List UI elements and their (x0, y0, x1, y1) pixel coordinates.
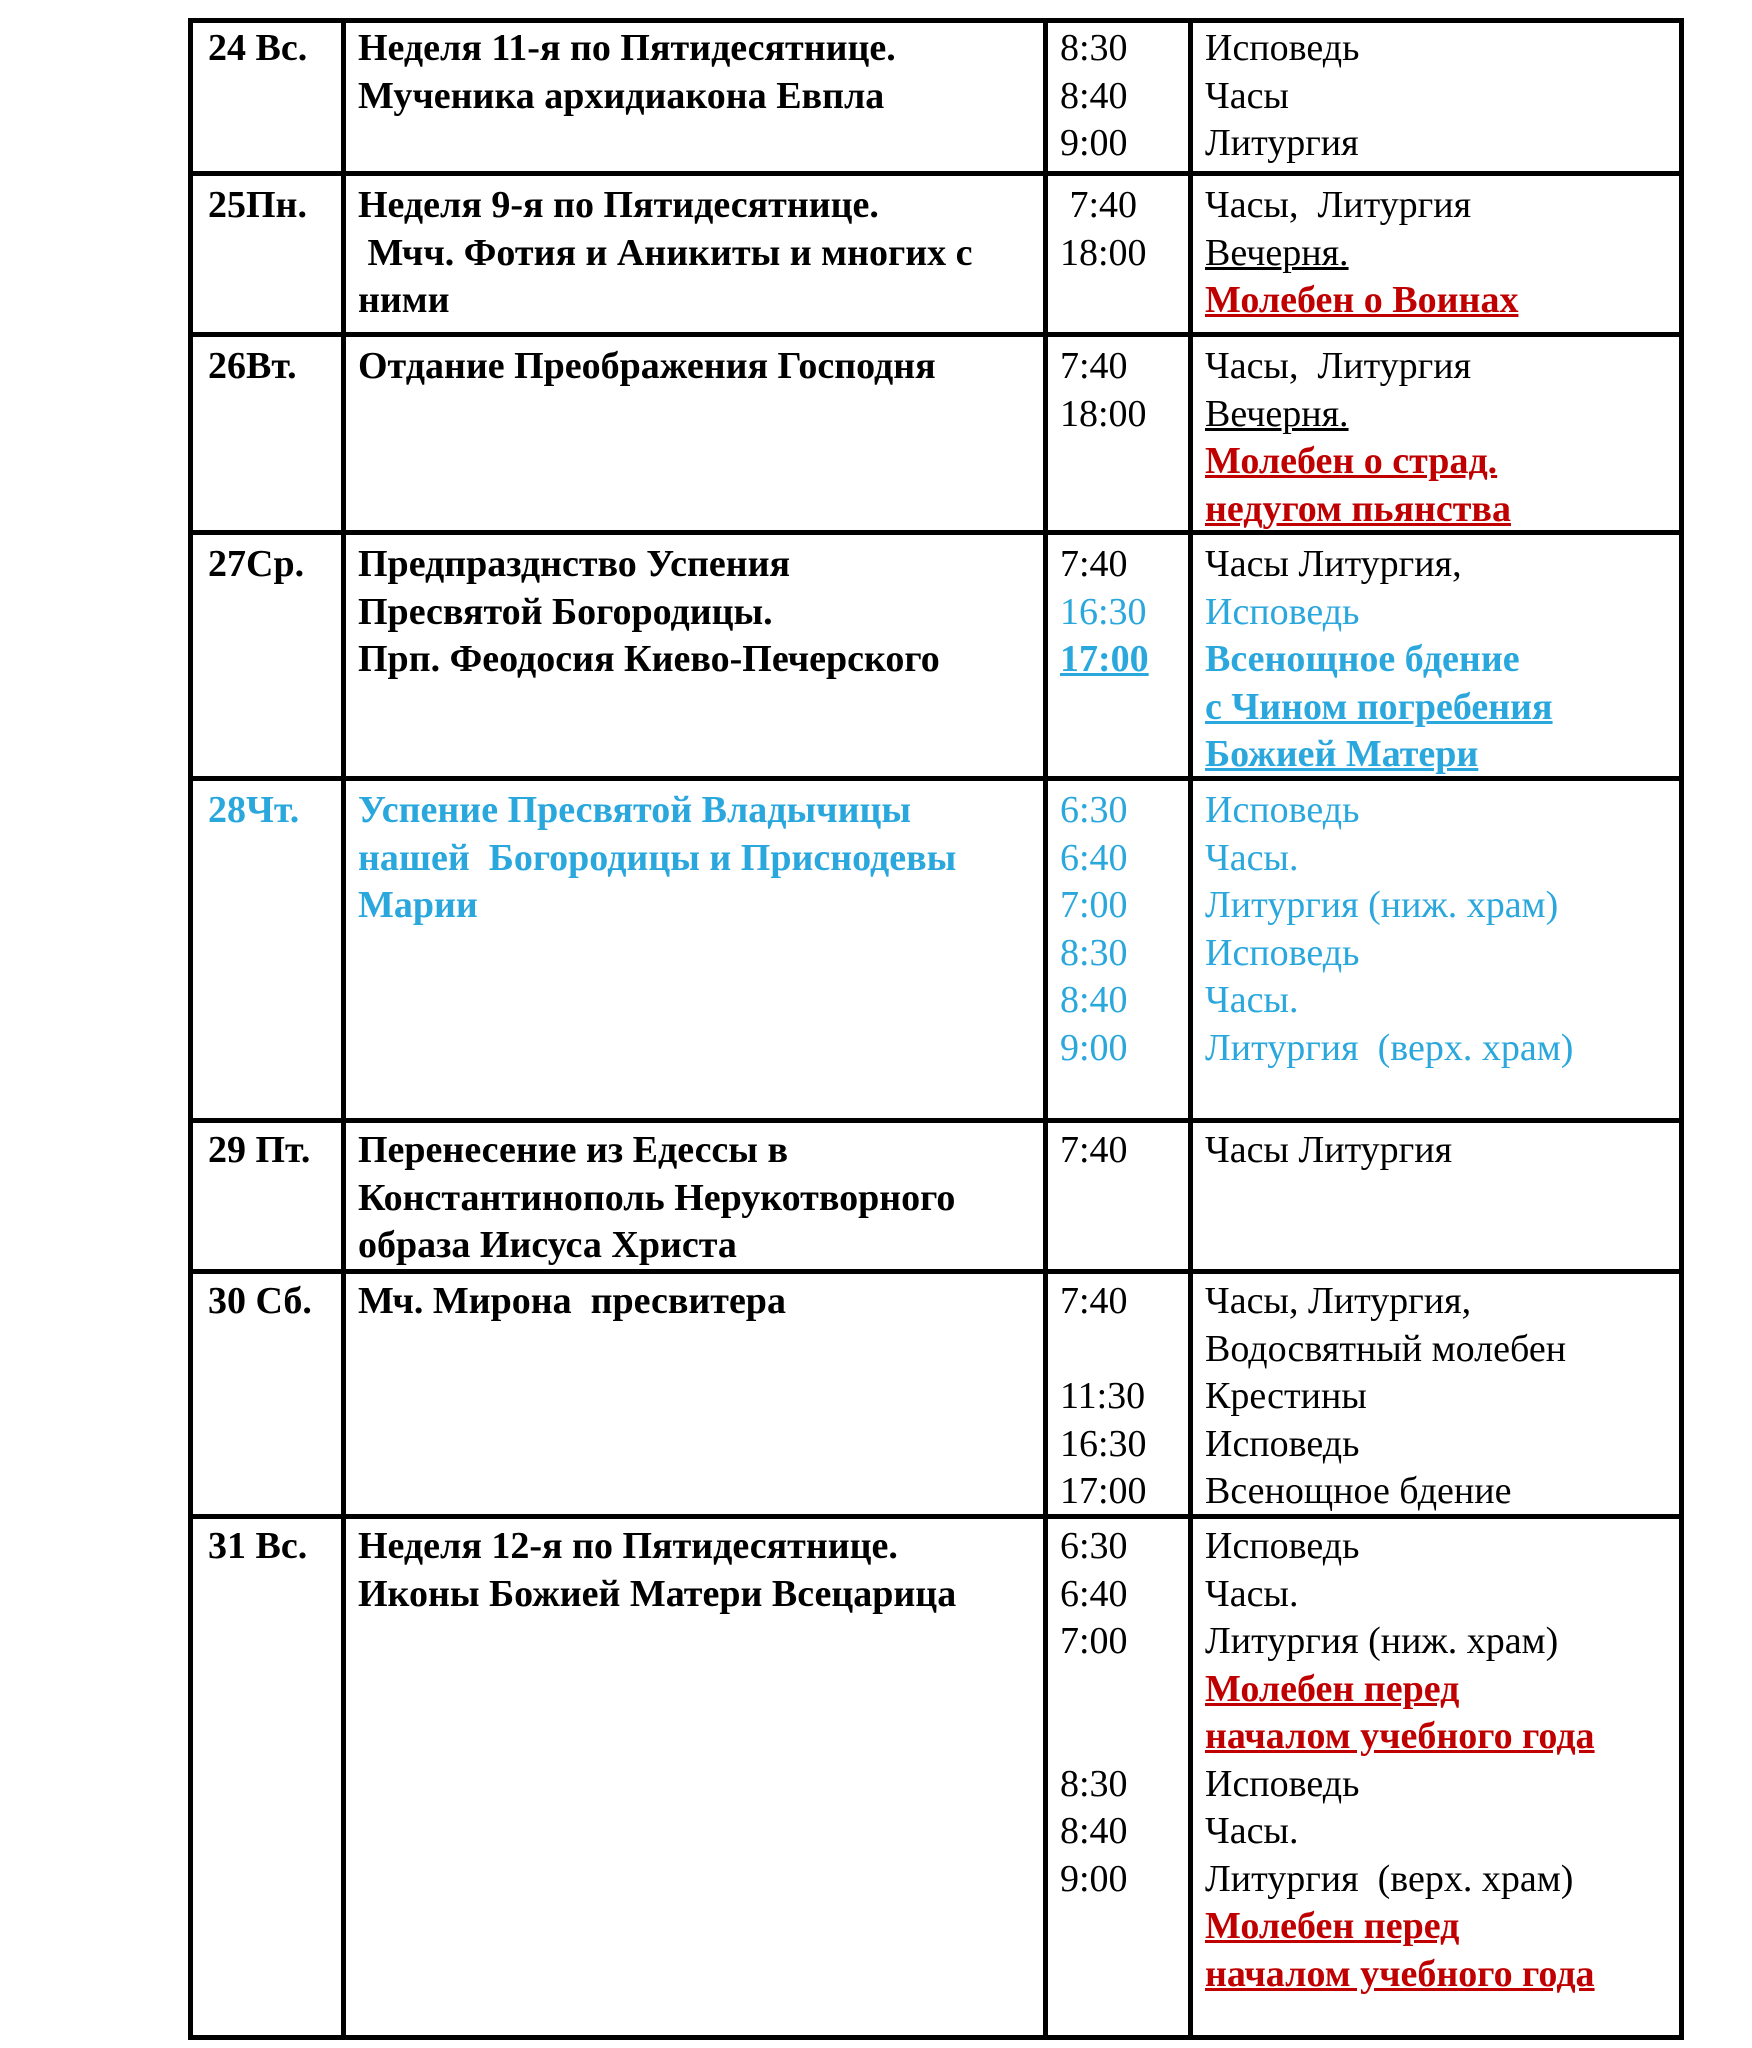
service-name: Исповедь (1205, 1762, 1360, 1805)
service-name-highlight: Молебен о страд. (1205, 440, 1498, 482)
service-name-highlight: Молебен перед (1205, 1905, 1460, 1947)
date-label: 28Чт. (208, 789, 300, 831)
service-name: Литургия (верх. храм) (1205, 1026, 1574, 1069)
time-value: 8:30 (1060, 931, 1128, 974)
table-row (193, 176, 1679, 337)
service-name: Часы, Литургия, (1205, 1280, 1472, 1322)
date-cell (193, 535, 343, 776)
time-value: 11:30 (1060, 1375, 1146, 1417)
date-cell (193, 781, 343, 1118)
service-name: Исповедь (1205, 789, 1360, 831)
title-line: Пресвятой Богородицы. (358, 590, 773, 633)
time-cell (1045, 337, 1190, 530)
time-value: 8:30 (1060, 1762, 1128, 1805)
title-line: Мчч. Фотия и Аникиты и многих с (358, 231, 973, 274)
title-line: Неделя 12-я по Пятидесятнице. (358, 1525, 898, 1567)
date-label: 30 Сб. (208, 1280, 312, 1322)
service-name-highlight: Молебен перед (1205, 1667, 1460, 1710)
time-value: 8:40 (1060, 74, 1128, 117)
service-name: Литургия (1205, 122, 1359, 164)
table-row (193, 337, 1679, 535)
time-value: 18:00 (1060, 231, 1147, 274)
time-value (1060, 1666, 1190, 1714)
time-cell (1045, 1123, 1190, 1269)
service-name: Часы Литургия, (1205, 543, 1462, 585)
feast-title (343, 1274, 1045, 1514)
service-name: Исповедь (1205, 590, 1360, 633)
service-name: Литургия (ниж. храм) (1205, 1620, 1559, 1662)
service-name: Часы, Литургия (1205, 345, 1472, 387)
time-value: 9:00 (1060, 122, 1128, 164)
time-value: 17:00 (1060, 1470, 1147, 1512)
time-value: 8:40 (1060, 1810, 1128, 1852)
service-cell (1190, 535, 1679, 776)
time-value: 7:40 (1060, 184, 1138, 226)
time-cell (1045, 1519, 1190, 2035)
column-divider (1188, 23, 1193, 2035)
feast-title (343, 176, 1045, 332)
title-line: образа Иисуса Христа (358, 1224, 737, 1266)
time-cell (1045, 176, 1190, 332)
time-value: 7:40 (1060, 1129, 1128, 1171)
date-label: 27Ср. (208, 543, 305, 585)
date-cell (193, 176, 343, 332)
service-cell (1190, 1123, 1679, 1269)
date-label: 31 Вс. (208, 1525, 308, 1567)
title-line: Константинополь Нерукотворного (358, 1176, 956, 1219)
title-line: Прп. Феодосия Киево-Печерского (358, 638, 940, 680)
date-cell (193, 1123, 343, 1269)
time-value: 6:40 (1060, 836, 1128, 879)
time-value: 16:30 (1060, 590, 1147, 633)
date-label: 26Вт. (208, 345, 297, 387)
time-value: 18:00 (1060, 392, 1147, 435)
time-value: 6:30 (1060, 789, 1128, 831)
date-label: 29 Пт. (208, 1129, 311, 1171)
title-line: Предпразднство Успения (358, 543, 791, 585)
service-name: Часы. (1205, 836, 1299, 879)
time-value: 8:40 (1060, 979, 1128, 1021)
service-name: Исповедь (1205, 931, 1360, 974)
time-value: 7:00 (1060, 884, 1128, 926)
service-name: Исповедь (1205, 1525, 1360, 1567)
title-line: Иконы Божией Матери Всецарица (358, 1572, 957, 1615)
date-cell (193, 23, 343, 171)
date-cell (193, 1519, 343, 2035)
date-cell (193, 337, 343, 530)
time-value: 16:30 (1060, 1422, 1147, 1465)
time-value (1060, 1326, 1190, 1374)
service-name: Часы. (1205, 979, 1299, 1021)
time-value (1060, 1713, 1190, 1761)
title-line: нашей Богородицы и Приснодевы (358, 836, 957, 879)
date-label: 25Пн. (208, 184, 307, 226)
feast-title (343, 535, 1045, 776)
time-value: 6:30 (1060, 1525, 1128, 1567)
service-name-highlight: Всенощное бдение (1205, 638, 1520, 680)
time-value: 9:00 (1060, 1026, 1128, 1069)
time-cell (1045, 781, 1190, 1118)
service-name: Водосвятный молебен (1205, 1327, 1567, 1370)
service-name-highlight: с Чином погребения (1205, 685, 1553, 728)
title-line: Неделя 11-я по Пятидесятнице. (358, 27, 896, 69)
service-name: Часы. (1205, 1810, 1299, 1852)
table-row (193, 1519, 1679, 2035)
schedule-table (188, 18, 1684, 2040)
time-value: 7:40 (1060, 345, 1128, 387)
service-cell (1190, 176, 1679, 332)
service-name-highlight: началом учебного года (1205, 1952, 1595, 1995)
title-line: Мученика архидиакона Евпла (358, 74, 885, 117)
service-name: Вечерня. (1205, 392, 1349, 435)
service-cell (1190, 23, 1679, 171)
title-line: Перенесение из Едессы в (358, 1129, 788, 1171)
feast-title (343, 1519, 1045, 2035)
service-cell (1190, 781, 1679, 1118)
service-name: Часы Литургия (1205, 1129, 1453, 1171)
service-name-highlight: Божией Матери (1205, 733, 1479, 775)
time-cell (1045, 1274, 1190, 1514)
title-line: Марии (358, 884, 478, 926)
table-row (193, 23, 1679, 176)
date-label: 24 Вс. (208, 27, 308, 69)
title-line: Успение Пресвятой Владычицы (358, 789, 912, 831)
service-name-highlight: недугом пьянства (1205, 487, 1511, 530)
service-cell (1190, 1519, 1679, 2035)
service-name: Вечерня. (1205, 231, 1349, 274)
service-name: Часы, Литургия (1205, 184, 1472, 226)
service-name-highlight: Молебен о Воинах (1205, 279, 1519, 321)
table-row (193, 781, 1679, 1123)
service-cell (1190, 1274, 1679, 1514)
table-row (193, 535, 1679, 781)
time-value: 9:00 (1060, 1857, 1128, 1900)
service-name: Исповедь (1205, 1422, 1360, 1465)
time-cell (1045, 23, 1190, 171)
service-name: Литургия (ниж. храм) (1205, 884, 1559, 926)
title-line: Неделя 9-я по Пятидесятнице. (358, 184, 879, 226)
time-value: 7:00 (1060, 1620, 1128, 1662)
service-name: Всенощное бдение (1205, 1470, 1512, 1512)
service-name-highlight: началом учебного года (1205, 1715, 1595, 1757)
service-name: Литургия (верх. храм) (1205, 1857, 1574, 1900)
service-name: Исповедь (1205, 27, 1360, 69)
column-divider (341, 23, 346, 2035)
title-line: ними (358, 279, 450, 321)
time-value: 7:40 (1060, 543, 1128, 585)
table-row (193, 1274, 1679, 1519)
time-cell (1045, 535, 1190, 776)
service-name: Часы. (1205, 1572, 1299, 1615)
title-line: Отдание Преображения Господня (358, 345, 936, 387)
time-value: 7:40 (1060, 1280, 1128, 1322)
column-divider (1043, 23, 1048, 2035)
time-value: 8:30 (1060, 27, 1128, 69)
service-name: Часы (1205, 74, 1289, 117)
service-name: Крестины (1205, 1375, 1367, 1417)
feast-title (343, 1123, 1045, 1269)
feast-title (343, 23, 1045, 171)
time-value: 17:00 (1060, 638, 1149, 680)
feast-title (343, 337, 1045, 530)
date-cell (193, 1274, 343, 1514)
time-value: 6:40 (1060, 1572, 1128, 1615)
service-cell (1190, 337, 1679, 530)
feast-title (343, 781, 1045, 1118)
title-line: Мч. Мирона пресвитера (358, 1280, 786, 1322)
table-row (193, 1123, 1679, 1274)
